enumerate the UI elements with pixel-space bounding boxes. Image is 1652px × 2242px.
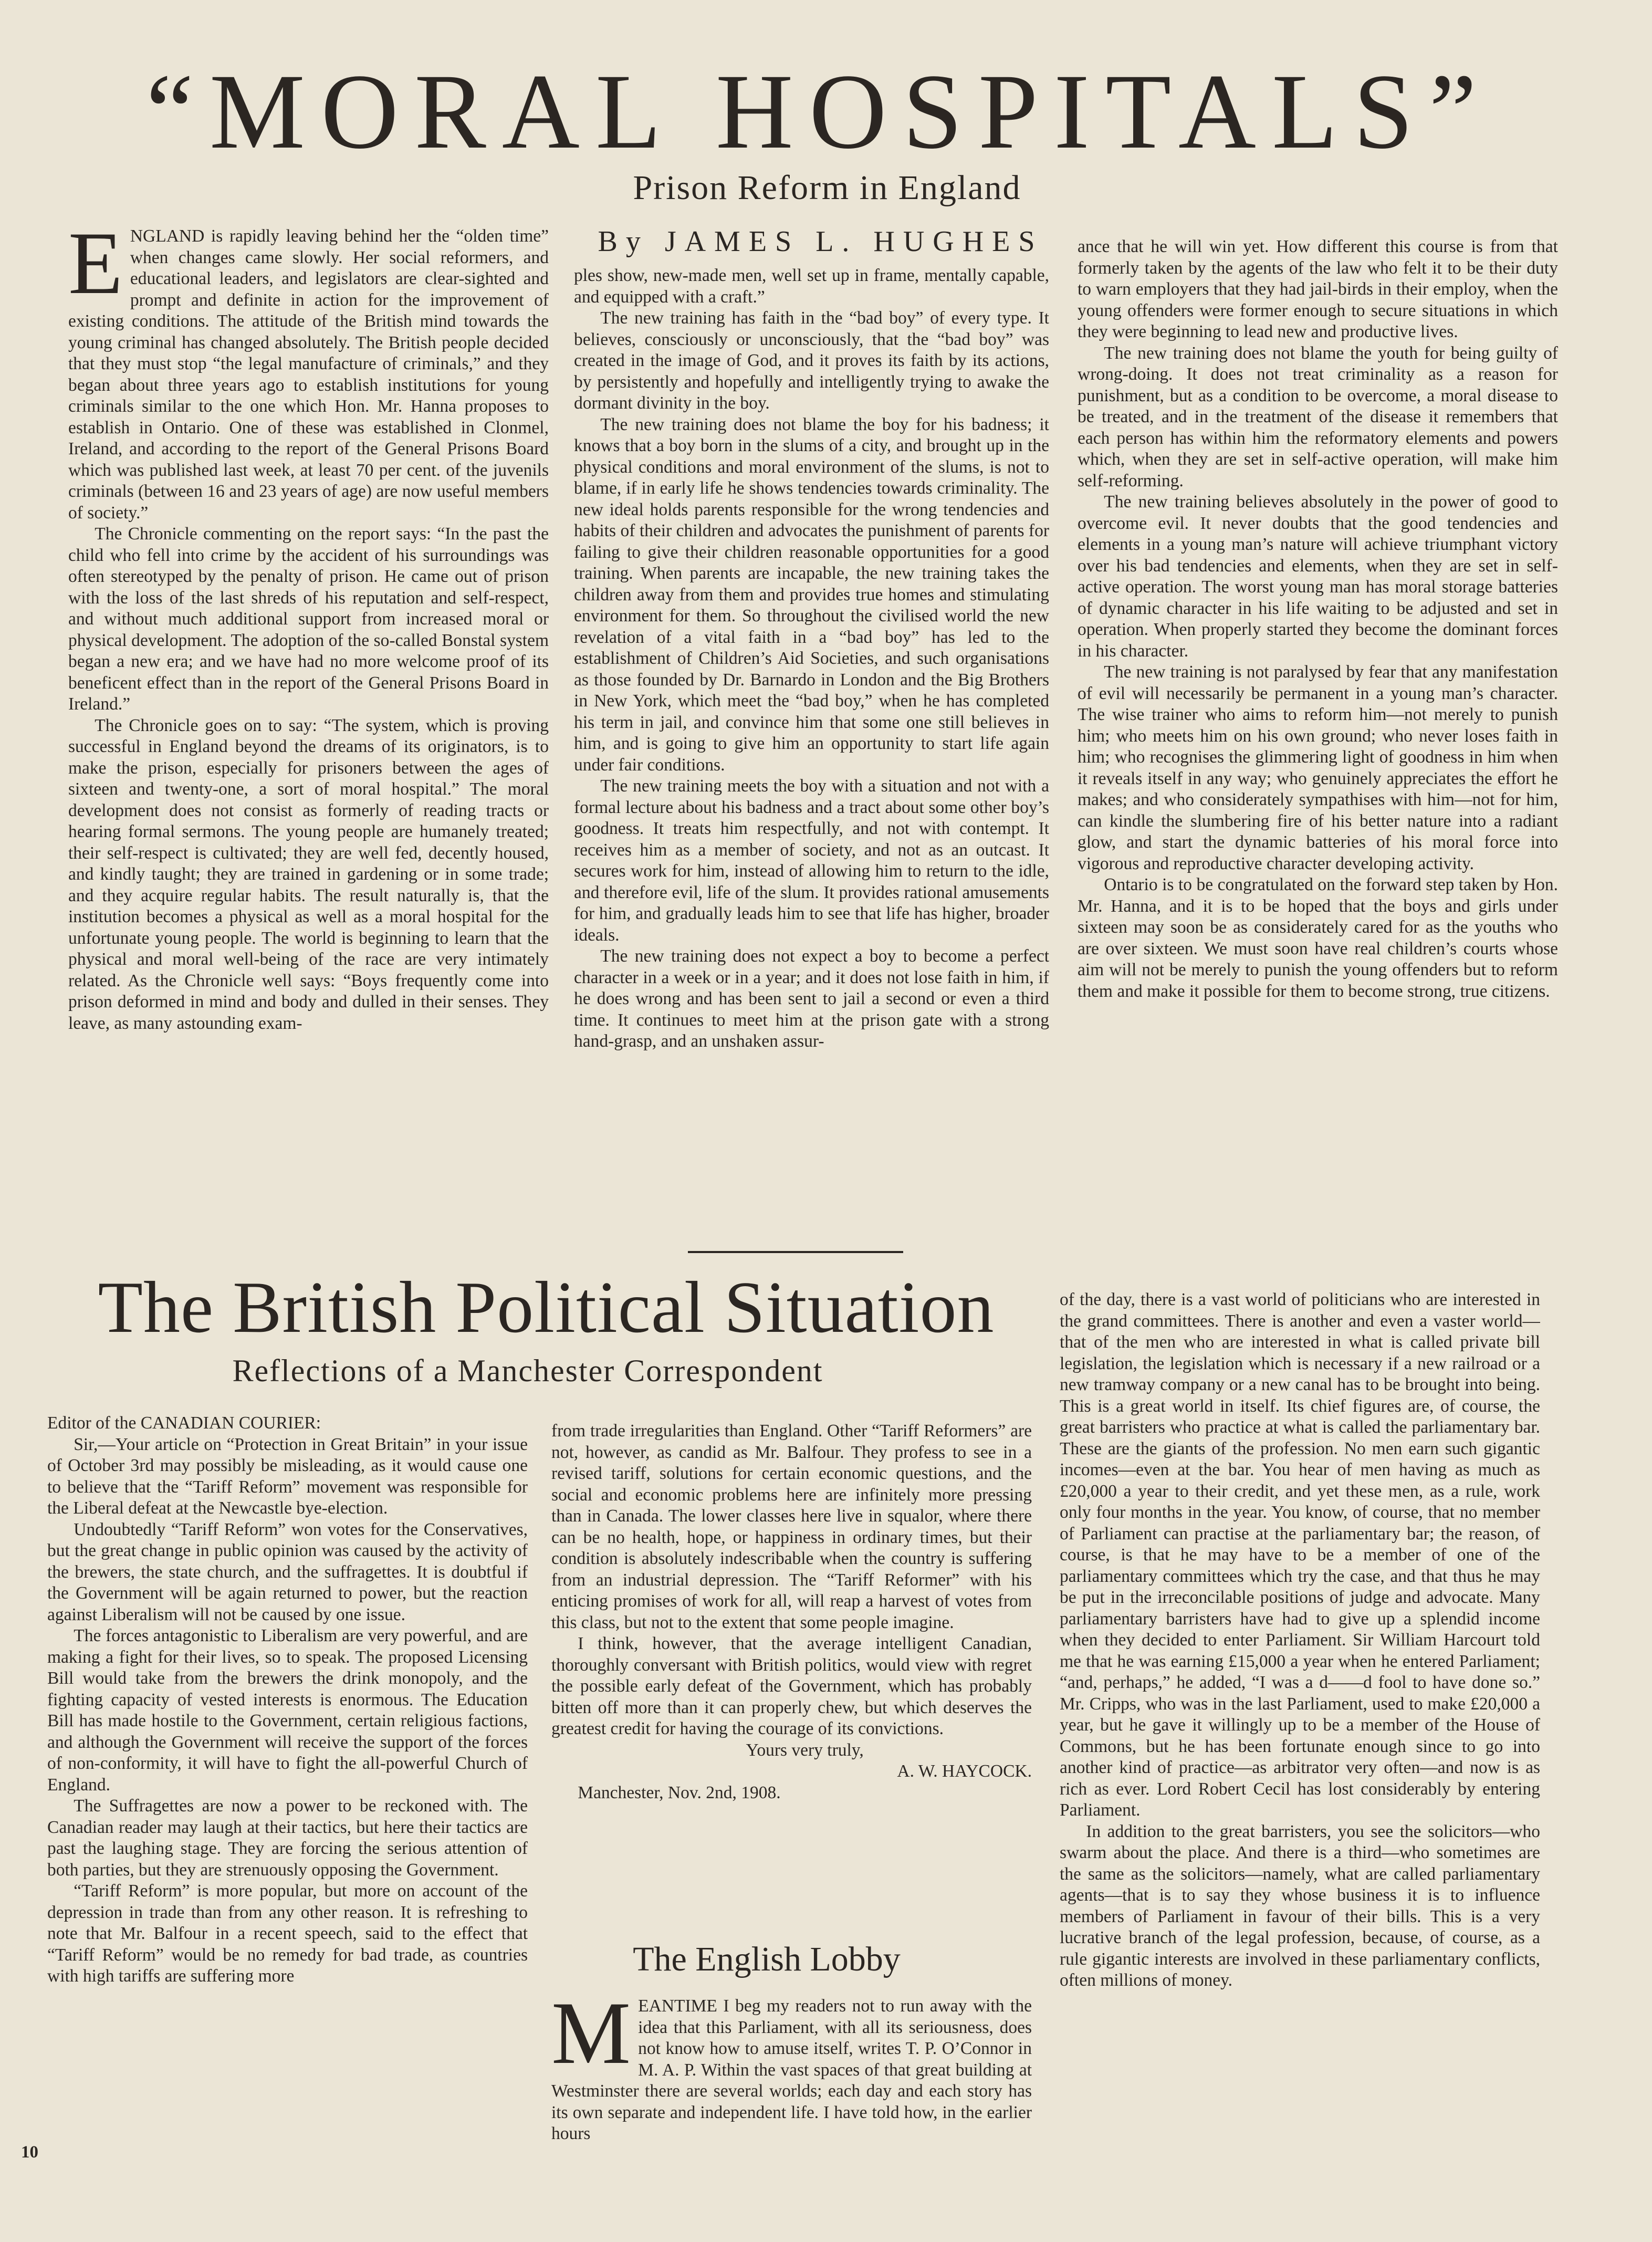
article1-column-3 — [1078, 236, 1558, 1239]
paragraph: I think, however, that the average intelligent Canadian, thoroughly conversant with British politics, would view with regret the possible early defeat of the Government, which has probably bitten off more than it can properly chew, but which deserves the greatest credit for having the courage of its convictions. — [551, 1634, 1032, 1738]
article-title-moral-hospitals: “MORAL HOSPITALS” — [145, 52, 1493, 171]
article-title-british-political-situation: The British Political Situation — [98, 1267, 995, 1348]
page-number: 10 — [21, 2143, 38, 2162]
article-title-english-lobby: The English Lobby — [633, 1940, 901, 1978]
paragraph: Undoubtedly “Tariff Reform” won votes for the Conservatives, but the great change in public opinion was caused by the activity of the brewers, the state church, and the suffragettes. It is doubtful if the Government will be again returned to power, but the reaction against Liberalism will not be caused by one issue. — [47, 1519, 528, 1624]
paragraph: The Chronicle commenting on the report says: “In the past the child who fell into crime by the accident of his surroundings was often stereotyped by the penalty of prison. He came out of prison with the loss of the last shreds of his reputation and self-respect, and without much additional support from increased moral or physical development. The adoption of the so-called Bonstal system began a new era; and we have had no more welcome proof of its beneficent effect than in the report of the General Prisons Board in Ireland.” — [68, 524, 549, 714]
article3-column-3 — [1060, 1289, 1540, 2177]
paragraph: of the day, there is a vast world of politicians who are interested in the grand committees. There is another and even a vaster world—that of the men who are interested in what is called private bill legislation, the legislation which is necessary if a new railroad or a new tramway company or a new canal has to be brought into being. This is a great world in itself. Its chief figures are, of course, the great barristers who practice at what is called the parliamentary bar. These are the giants of the profession. No men earn such gigantic incomes—even at the bar. You hear of men having as much as £20,000 a year to their credit, and yet these men, as a rule, work only four months in the year. You know, of course, that no member of Parliament can practise at the parliamentary bar; the reason, of course, is that he may have to be a member of one of the parliamentary committees which try the case, and that thus he may be put in the irreconcilable positions of judge and advocate. Many parliamentary barristers have had to give up a splendid income when they decided to enter Parliament. Sir William Harcourt told me that he was earning £15,000 a year when he entered Parliament; “and, perhaps,” he added, “I was a d——d fool to have done so.” Mr. Cripps, who was in the last Parliament, used to make £20,000 a year, but he gave it willingly up to be a member of the House of Commons, but he has been fortunate enough since to go into another kind of practice—as arbitrator very often—and now is as rich as ever. Lord Robert Cecil has lost considerably by entering Parliament. — [1060, 1290, 1540, 1820]
signoff: Yours very truly, — [746, 1740, 864, 1760]
paragraph: The forces antagonistic to Liberalism are very powerful, and are making a fight for their lives, so to speak. The proposed Licensing Bill would take from the brewers the drink monopoly, and the fighting capacity of vested interests is enormous. The Education Bill has made hostile to the Government, certain religious factions, and although the Government will receive the support of the forces of non-conformity, it will have to fight the all-powerful Church of England. — [47, 1626, 528, 1795]
paragraph: EANTIME I beg my readers not to run away with the idea that this Parliament, with all its seriousness, does not know how to amuse itself, writes T. P. O’Connor in M. A. P. Within the vast spaces of that great building at Westminster there are several worlds; each day and each story has its own separate and independent life. I have told how, in the earlier hours — [551, 1996, 1032, 2143]
drop-cap-m: M — [551, 1996, 631, 2082]
article1-column-2 — [574, 265, 1049, 1221]
dateline: Manchester, Nov. 2nd, 1908. — [578, 1782, 781, 1802]
article-subtitle-prison-reform: Prison Reform in England — [633, 169, 1021, 207]
article3-column-2 — [551, 1996, 1032, 2164]
paragraph: The new training meets the boy with a situation and not with a formal lecture about his badness and a tract about some other boy’s goodness. It treats him respectfully, and not with contempt. It receives him as a member of society, and not as an outcast. It secures work for him, instead of allowing him to return to the idle, and therefore evil, life of the slum. It provides rational amusements for him, and gradually leads him to see that life has higher, broader ideals. — [574, 776, 1049, 945]
paragraph: The new training does not expect a boy to become a perfect character in a week or in a year; and it does not lose faith in him, if he does wrong and has been sent to jail a second or even a third time. It continues to meet him at the prison gate with a strong hand-grasp, and an unshaken assur- — [574, 946, 1049, 1051]
drop-cap-e: E — [68, 226, 123, 312]
paragraph: Sir,—Your article on “Protection in Great Britain” in your issue of October 3rd may possibly be misleading, as it would cause one to believe that the “Tariff Reform” movement was responsible for the Liberal defeat at the Newcastle bye-election. — [47, 1434, 528, 1518]
paragraph: ples show, new-made men, well set up in frame, mentally capable, and equipped with a craft.” — [574, 266, 1049, 307]
paragraph: “Tariff Reform” is more popular, but more on account of the depression in trade than from any other reason. It is refreshing to note that Mr. Balfour in a recent speech, said to the effect that “Tariff Reform” would be no remedy for bad trade, as countries with high tariffs are suffering more — [47, 1881, 528, 1986]
salutation: Editor of the CANADIAN COURIER: — [47, 1413, 321, 1433]
signature-name: A. W. HAYCOCK. — [897, 1761, 1032, 1781]
paragraph: The new training has faith in the “bad boy” of every type. It believes, consciously or unconsciously, that the “bad boy” was created in the image of God, and it proves its faith by its actions, by persistently and hopefully and intelligently trying to awake the dormant divinity in the boy. — [574, 308, 1049, 413]
article2-column-1 — [47, 1413, 528, 2145]
paragraph: The new training is not paralysed by fear that any manifestation of evil will necessarily be permanent in a young man’s character. The wise trainer who aims to reform him—not merely to punish him; who meets him on his own ground; who never loses faith in him; who recognises the glimmering light of goodness in him when it reveals itself in any way; who genuinely appreciates the effort he makes; and who considerately sympathises with him—not for him, can kindle the slumbering fire of his better nature into a radiant glow, and start the dynamic batteries of his moral force into vigorous and reproductive character developing activity. — [1078, 662, 1558, 873]
article-byline: By JAMES L. HUGHES — [598, 225, 1043, 258]
paragraph: The Suffragettes are now a power to be reckoned with. The Canadian reader may laugh at their tactics, but here their tactics are past the laughing stage. They are forcing the serious attention of both parties, but they are strenuously opposing the Government. — [47, 1796, 528, 1880]
article-subtitle-manchester: Reflections of a Manchester Correspondent — [232, 1353, 823, 1388]
paragraph: ance that he will win yet. How different this course is from that formerly taken by the agents of the law who felt it to be their duty to warn employers that they had jail-birds in their employ, when the young offenders were former enough to secure situations in which they were beginning to lead new and productive lives. — [1078, 237, 1558, 341]
article1-column-1 — [68, 226, 549, 1221]
paragraph: from trade irregularities than England. Other “Tariff Reformers” are not, however, as candid as Mr. Balfour. They profess to see in a revised tariff, solutions for certain economic questions, and the social and economic problems here are infinitely more pressing than in Canada. The lower classes here live in squalor, where there can be no health, hope, or happiness in ordinary times, but their condition is absolutely indescribable when the country is suffering from an industrial depression. The “Tariff Reformer” with his enticing promises of work for all, will reap a harvest of votes from this class, but not to the extent that some people imagine. — [551, 1421, 1032, 1632]
paragraph: The new training does not blame the boy for his badness; it knows that a boy born in the slums of a city, and brought up in the physical conditions and moral environment of the slums, is not to blame, if in early life he shows tendencies towards criminality. The new ideal holds parents responsible for the wrong tendencies and habits of their children and advocates the punishment of parents for failing to give their children reasonable opportunities for a good training. When parents are incapable, the new training takes the children away from them and provides true homes and stimulating environment for them. So throughout the civilised world the new revelation of a vital faith in a “bad boy” has led to the establishment of Children’s Aid Societies, and such organisations as those founded by Dr. Barnardo in London and the Big Brothers in New York, which meet the “bad boy,” when he has completed his term in jail, and convince him that some one still believes in him, and is going to give him an opportunity to start life again under fair conditions. — [574, 414, 1049, 775]
paragraph: The new training believes absolutely in the power of good to overcome evil. It never doubts that the good tendencies and elements in a young man’s nature will achieve triumphant victory over his bad tendencies and elements, when they are set in self-active operation. The worst young man has moral storage batteries of dynamic character in his life waiting to be adjusted and set in operation. When properly started they become the dominant forces in his character. — [1078, 492, 1558, 661]
paragraph: The new training does not blame the youth for being guilty of wrong-doing. It does not treat criminality as a reason for punishment, but as a condition to be overcome, a moral disease to be treated, and in the treatment of the disease it remembers that each person has within him the reformatory elements and powers which, when they are set in self-active operation, will make him self-reforming. — [1078, 343, 1558, 491]
paragraph: The Chronicle goes on to say: “The system, which is proving successful in England beyond the dreams of its originators, is to make the prison, especially for prisoners between the ages of sixteen and twenty-one, a sort of moral hospital.” The moral development does not consist as formerly of reading tracts or hearing formal sermons. The young people are humanely treated; their self-respect is cultivated; they are well fed, decently housed, and kindly taught; they are trained in gardening or in some trade; and they acquire regular habits. The result naturally is, that the institution becomes a physical as well as a moral hospital for the unfortunate young people. The world is beginning to learn that the physical and moral well-being of the race are very intimately related. As the Chronicle well says: “Boys frequently come into prison deformed in mind and body and dulled in their senses. They leave, as many astounding exam- — [68, 715, 549, 1033]
paragraph: In addition to the great barristers, you see the solicitors—who swarm about the place. And there is a third—who sometimes are the same as the solicitors—namely, what are called parliamentary agents—that is to say they whose business it is to influence members of Parliament in favour of their bills. This is a very lucrative branch of the legal profession, because, of course, as a rule gigantic interests are involved in these parliamentary conflicts, often millions of money. — [1060, 1821, 1540, 1990]
paragraph: Ontario is to be congratulated on the forward step taken by Hon. Mr. Hanna, and it is to be hoped that the boys and girls under sixteen may soon be as considerately cared for as the youths who are over sixteen. We must soon have real children’s courts whose aim will not be merely to punish the young offenders but to reform them and make it possible for them to become strong, true citizens. — [1078, 875, 1558, 1001]
section-divider-rule — [688, 1251, 903, 1253]
article2-column-2 — [551, 1421, 1032, 1909]
paragraph: NGLAND is rapidly leaving behind her the “olden time” when changes came slowly. Her social reformers, and educational leaders, and legislators are clear-sighted and prompt and definite in action for the improvement of existing conditions. The attitude of the British mind towards the young criminal has changed absolutely. The British people decided that they must stop “the legal manufacture of criminals,” and they began about three years ago to establish institutions for young criminals similar to the one which Hon. Mr. Hanna proposes to establish in Ontario. One of these was established in Clonmel, Ireland, and according to the report of the General Prisons Board which was published last week, at least 70 per cent. of the juvenils criminals (between 16 and 23 years of age) are now useful members of society.” — [68, 226, 549, 523]
